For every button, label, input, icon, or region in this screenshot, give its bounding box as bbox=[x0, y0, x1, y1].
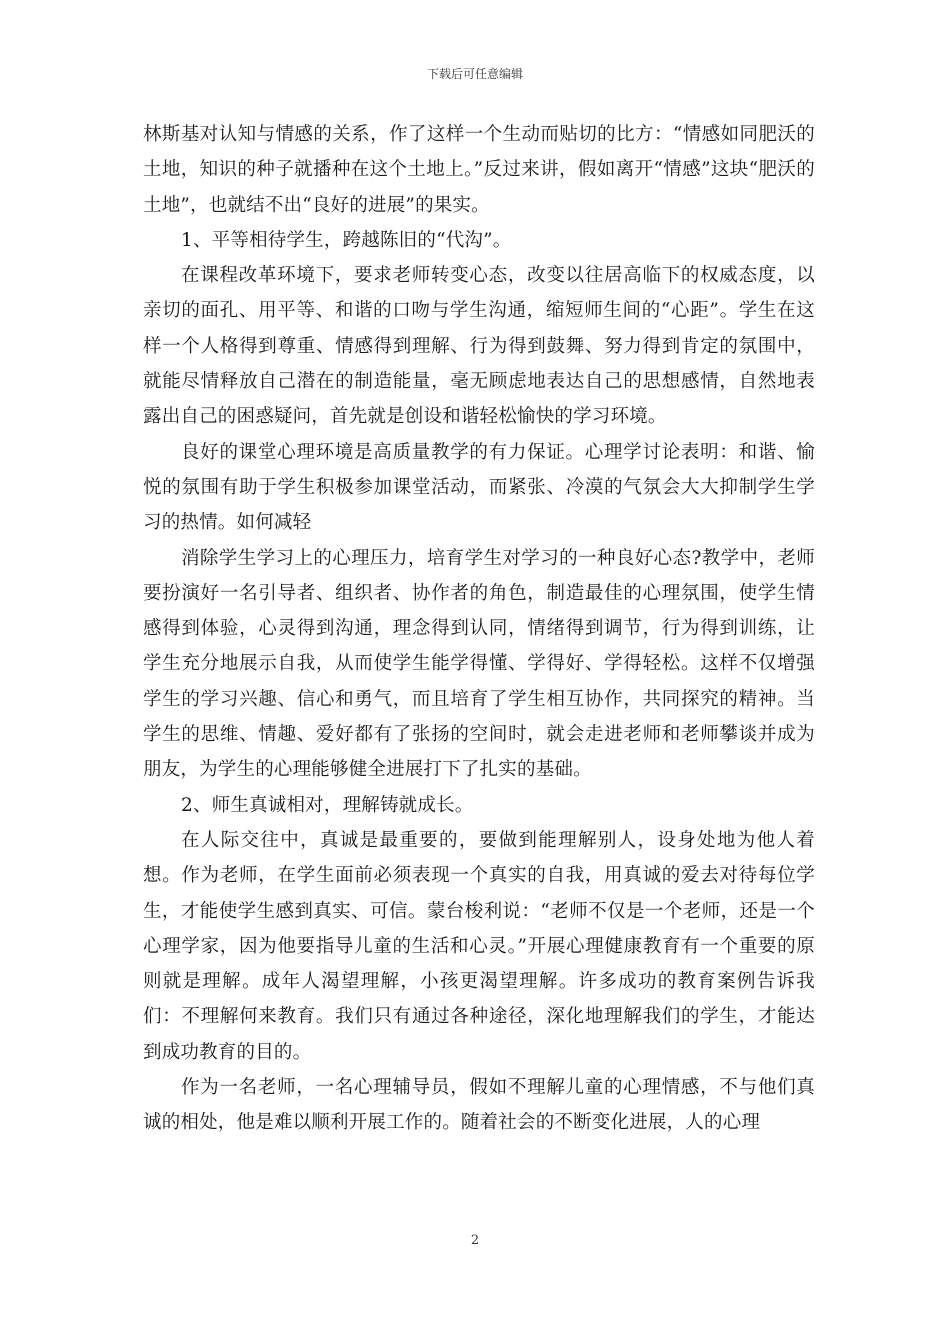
paragraph: 在课程改革环境下，要求老师转变心态，改变以往居高临下的权威态度，以亲切的面孔、用平等、和谐的口吻与学生沟通，缩短师生间的“心距”。学生在这样一个人格得到尊重、情感得到理解、行为得到鼓舞、努力得到肯定的氛围中，就能尽情释放自己潜在的制造能量，毫无顾虑地表达自己的思想感情，自然地表露出自己的困惑疑问，首先就是创设和谐轻松愉快的学习环境。 bbox=[143, 265, 815, 428]
paragraph-heading: 2、师生真诚相对，理解铸就成长。 bbox=[181, 794, 474, 816]
paragraph: 消除学生学习上的心理压力，培育学生对学习的一种良好心态?教学中，老师要扮演好一名引导者、组织者、协作者的角色，制造最佳的心理氛围，使学生情感得到体验，心灵得到沟通，理念得到认同，情绪得到调节，行为得到训练，让学生充分地展示自我，从而使学生能学得懂、学得好、学得轻松。这样不仅增强学生的学习兴趣、信心和勇气，而且培育了学生相互协作，共同探究的精神。当学生的思维、情趣、爱好都有了张扬的空间时，就会走进老师和老师攀谈并成为朋友，为学生的心理能够健全进展打下了扎实的基础。 bbox=[143, 547, 815, 781]
page-header: 下载后可任意编辑 bbox=[426, 67, 523, 81]
paragraph: 在人际交往中，真诚是最重要的，要做到能理解别人，设身处地为他人着想。作为老师，在学生面前必须表现一个真实的自我，用真诚的爱去对待每位学生，才能使学生感到真实、可信。蒙台梭利说：“老师不仅是一个老师，还是一个心理学家，因为他要指导儿童的生活和心灵。”开展心理健康教育有一个重要的原则就是理解。成年人渴望理解，小孩更渴望理解。许多成功的教育案例告诉我们：不理解何来教育。我们只有通过各种途径，深化地理解我们的学生，才能达到成功教育的目的。 bbox=[143, 829, 815, 1063]
paragraph: 良好的课堂心理环境是高质量教学的有力保证。心理学讨论表明：和谐、愉悦的氛围有助于学生积极参加课堂活动，而紧张、冷漠的气氛会大大抑制学生学习的热情。如何减轻 bbox=[143, 441, 815, 534]
paragraph: 作为一名老师，一名心理辅导员，假如不理解儿童的心理情感，不与他们真诚的相处，他是难以顺利开展工作的。随着社会的不断变化进展，人的心理 bbox=[143, 1077, 815, 1134]
page-number: 2 bbox=[470, 1233, 480, 1248]
document-body bbox=[143, 117, 815, 1141]
paragraph: 林斯基对认知与情感的关系，作了这样一个生动而贴切的比方：“情感如同肥沃的土地，知识的种子就播种在这个土地上。”反过来讲，假如离开“情感”这块“肥沃的土地”，也就结不出“良好的进展”的果实。 bbox=[143, 124, 815, 216]
paragraph-heading: 1、平等相待学生，跨越陈旧的“代沟”。 bbox=[181, 229, 512, 251]
